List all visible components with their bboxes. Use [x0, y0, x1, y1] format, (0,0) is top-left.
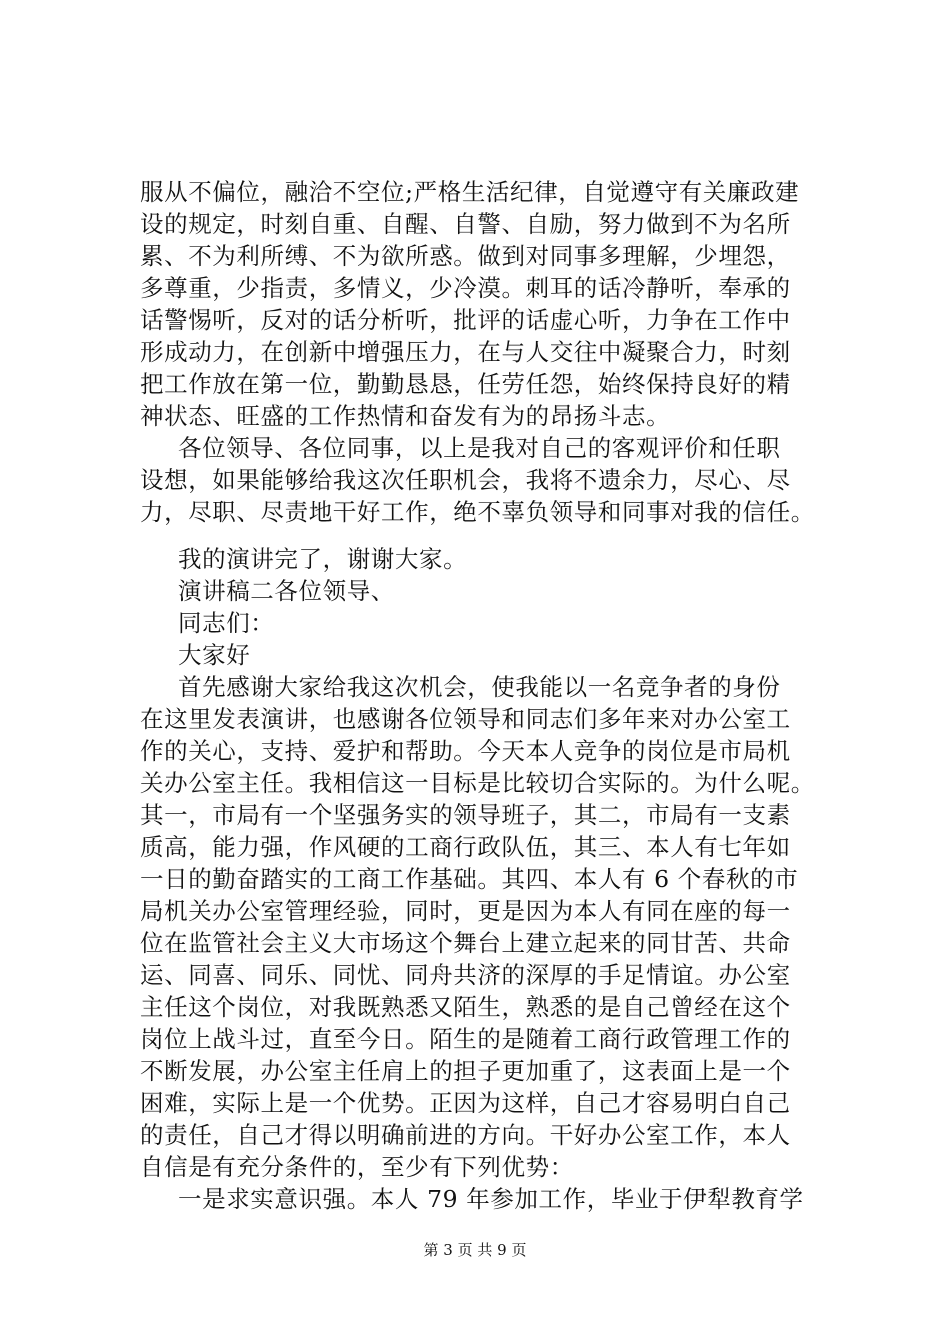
paragraph-start-line: 首先感谢大家给我这次机会，使我能以一名竞争者的身份: [178, 673, 781, 701]
text-line: 设的规定，时刻自重、自醒、自警、自励，努力做到不为名所: [140, 210, 791, 238]
closing-line: 我的演讲完了，谢谢大家。: [178, 545, 468, 573]
salutation-line: 同志们：: [178, 609, 275, 637]
text-line: 作的关心，支持、爱护和帮助。今天本人竞争的岗位是市局机: [140, 737, 791, 765]
text-line: 神状态、旺盛的工作热情和奋发有为的昂扬斗志。: [140, 402, 671, 430]
paragraph-start-line: 各位领导、各位同事，以上是我对自己的客观评价和任职: [178, 434, 781, 462]
text-line: 关办公室主任。我相信这一目标是比较切合实际的。为什么呢。: [140, 769, 815, 797]
greeting-line: 大家好: [178, 641, 251, 669]
text-line: 把工作放在第一位，勤勤恳恳，任劳任怨，始终保持良好的精: [140, 370, 791, 398]
text-line: 自信是有充分条件的，至少有下列优势：: [140, 1153, 574, 1181]
text-line: 力，尽职、尽责地干好工作，绝不辜负领导和同事对我的信任。: [140, 498, 815, 526]
text-line: 话警惕听，反对的话分析听，批评的话虚心听，力争在工作中: [140, 306, 791, 334]
text-line: 累、不为利所缚、不为欲所惑。做到对同事多理解，少埋怨，: [140, 242, 791, 270]
text-line: 位在监管社会主义大市场这个舞台上建立起来的同甘苦、共命: [140, 929, 791, 957]
text-line: 在这里发表演讲，也感谢各位领导和同志们多年来对办公室工: [140, 705, 791, 733]
text-line: 主任这个岗位，对我既熟悉又陌生，熟悉的是自己曾经在这个: [140, 993, 791, 1021]
text-line: 局机关办公室管理经验，同时，更是因为本人有同在座的每一: [140, 897, 791, 925]
text-line: 设想，如果能够给我这次任职机会，我将不遗余力，尽心、尽: [140, 466, 791, 494]
text-line: 的责任，自己才得以明确前进的方向。干好办公室工作，本人: [140, 1121, 791, 1149]
text-line: 其一，市局有一个坚强务实的领导班子，其二，市局有一支素: [140, 801, 791, 829]
text-line: 多尊重，少指责，多情义，少冷漠。刺耳的话冷静听，奉承的: [140, 274, 791, 302]
text-line: 质高，能力强，作风硬的工商行政队伍，其三、本人有七年如: [140, 833, 791, 861]
text-line: 困难，实际上是一个优势。正因为这样，自己才容易明白自己: [140, 1089, 791, 1117]
page-number-footer: 第 3 页 共 9 页: [423, 1241, 527, 1259]
text-line: 运、同喜、同乐、同忧、同舟共济的深厚的手足情谊。办公室: [140, 961, 791, 989]
text-line: 形成动力，在创新中增强压力，在与人交往中凝聚合力，时刻: [140, 338, 791, 366]
text-line: 服从不偏位，融洽不空位;严格生活纪律，自觉遵守有关廉政建: [140, 178, 800, 206]
text-line: 一日的勤奋踏实的工商工作基础。其四、本人有 6 个春秋的市: [140, 865, 799, 893]
text-line: 岗位上战斗过，直至今日。陌生的是随着工商行政管理工作的: [140, 1025, 791, 1053]
speech-two-heading: 演讲稿二各位领导、: [178, 577, 395, 605]
paragraph-start-line: 一是求实意识强。本人 79 年参加工作，毕业于伊犁教育学: [178, 1185, 804, 1213]
text-line: 不断发展，办公室主任肩上的担子更加重了，这表面上是一个: [140, 1057, 791, 1085]
